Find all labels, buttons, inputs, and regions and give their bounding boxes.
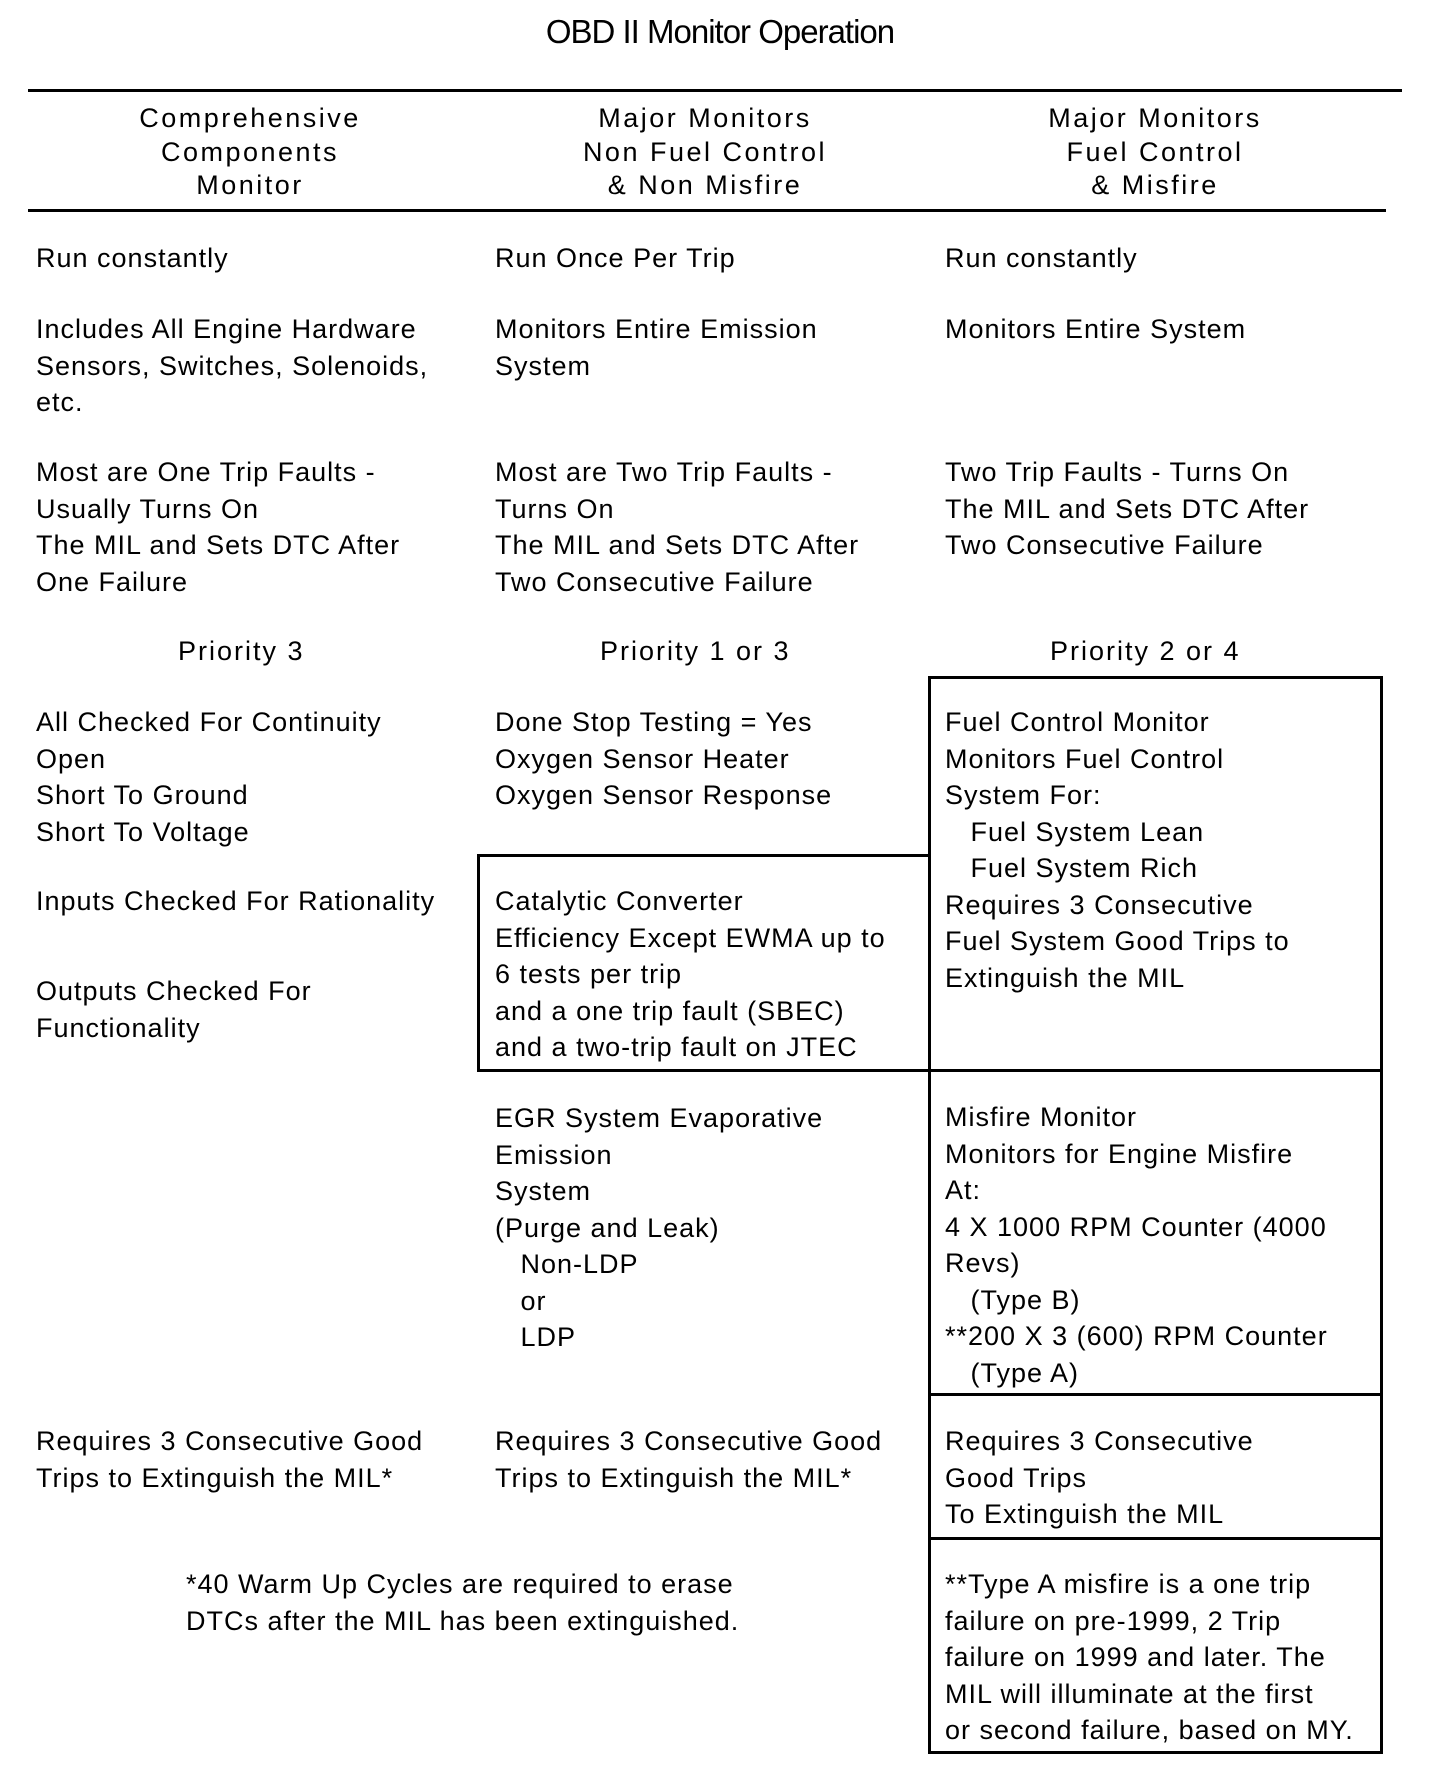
col1-requires: Requires 3 Consecutive Good Trips to Extinguish the MIL*	[36, 1426, 424, 1493]
col3-fuel-control: Fuel Control Monitor Monitors Fuel Control System For: Fuel System Lean Fuel System Rich Requires 3 Consecutive Fuel System Good Trips to Extinguish the MIL	[945, 707, 1290, 993]
col1-outputs: Outputs Checked For Functionality	[36, 976, 312, 1043]
col3-misfire: Misfire Monitor Monitors for Engine Misfire At: 4 X 1000 RPM Counter (4000 Revs) (Type B) **200 X 3 (600) RPM Counter (Type A)	[945, 1102, 1328, 1388]
header-top-rule	[28, 89, 1402, 92]
col1-inputs: Inputs Checked For Rationality	[36, 886, 436, 916]
header-bottom-rule	[28, 209, 1386, 212]
col2-faults: Most are Two Trip Faults - Turns On The MIL and Sets DTC After Two Consecutive Failure	[495, 457, 860, 597]
header-comprehensive-components-monitor: Comprehensive Components Monitor	[139, 103, 361, 200]
col2-requires: Requires 3 Consecutive Good Trips to Extinguish the MIL*	[495, 1426, 883, 1493]
col1-checks: All Checked For Continuity Open Short To Ground Short To Voltage	[36, 707, 382, 847]
header-major-monitors-fuel-misfire: Major Monitors Fuel Control & Misfire	[1048, 103, 1262, 200]
col2-done-stop: Done Stop Testing = Yes Oxygen Sensor Heater Oxygen Sensor Response	[495, 707, 833, 810]
page-title: OBD II Monitor Operation	[545, 13, 895, 50]
col1-faults: Most are One Trip Faults - Usually Turns On The MIL and Sets DTC After One Failure	[36, 457, 401, 597]
col2-catalytic: Catalytic Converter Efficiency Except EWMA up to 6 tests per trip and a one trip fault (SBEC) and a two-trip fault on JTEC	[495, 886, 886, 1062]
catalytic-converter-box	[477, 854, 931, 1072]
col3-requires: Requires 3 Consecutive Good Trips To Extinguish the MIL	[945, 1426, 1254, 1529]
footnote: *40 Warm Up Cycles are required to erase DTCs after the MIL has been extinguished.	[186, 1569, 740, 1636]
col2-monitors: Monitors Entire Emission System	[495, 314, 818, 381]
col3-faults: Two Trip Faults - Turns On The MIL and Sets DTC After Two Consecutive Failure	[945, 457, 1310, 560]
col1-run: Run constantly	[36, 243, 229, 273]
col1-priority: Priority 3	[178, 636, 305, 666]
col2-run: Run Once Per Trip	[495, 243, 736, 273]
col3-run: Run constantly	[945, 243, 1138, 273]
header-major-monitors-non-fuel: Major Monitors Non Fuel Control & Non Misfire	[582, 103, 828, 200]
col1-includes: Includes All Engine Hardware Sensors, Switches, Solenoids, etc.	[36, 314, 429, 417]
col2-egr: EGR System Evaporative Emission System (Purge and Leak) Non-LDP or LDP	[495, 1103, 824, 1352]
col2-priority: Priority 1 or 3	[600, 636, 791, 666]
col3-type-a-note: **Type A misfire is a one trip failure on pre-1999, 2 Trip failure on 1999 and later. The MIL will illuminate at the first or second failure, based on MY.	[945, 1569, 1354, 1745]
col3-priority: Priority 2 or 4	[1050, 636, 1241, 666]
col3-monitors: Monitors Entire System	[945, 314, 1247, 344]
